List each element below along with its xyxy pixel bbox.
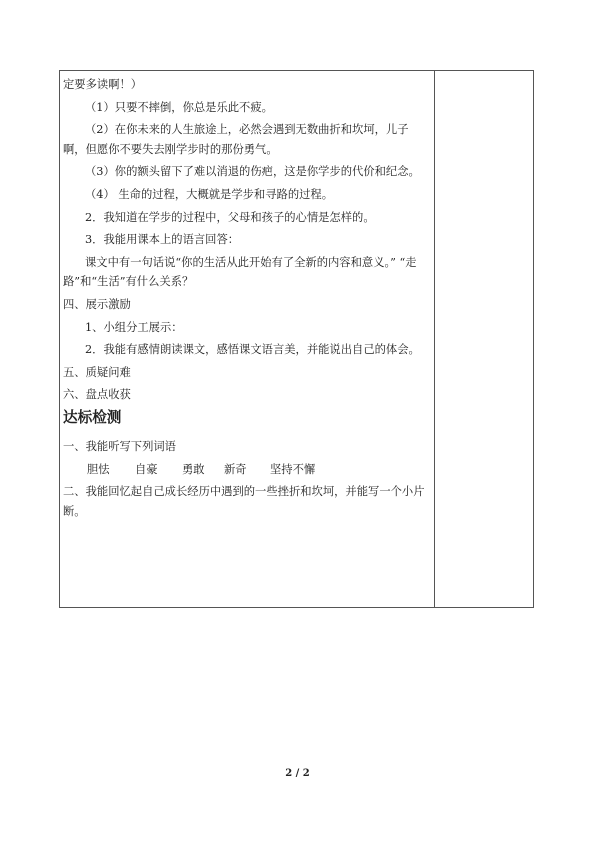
word-list	[63, 460, 429, 480]
text-line: （2）在你未来的人生旅途上，必然会遇到无数曲折和坎坷，儿子啊，但愿你不要失去刚学步时的那份勇气。	[63, 123, 409, 156]
text-line: 3．我能用课本上的语言回答：	[85, 233, 240, 247]
text-line: 2．我知道在学步的过程中，父母和孩子的心情是怎样的。	[85, 210, 375, 224]
text-line: 1、小组分工展示：	[85, 320, 183, 334]
section-heading: 四、展示激励	[63, 297, 131, 311]
section-heading: 五、质疑问难	[63, 365, 131, 379]
text-line: 课文中有一句话说“你的生活从此开始有了全新的内容和意义。” “走路”和“生活”有什么关系？	[63, 255, 417, 289]
question-2: 二、我能回忆起自己成长经历中遇到的一些挫折和坎坷，并能写一个小片断。	[63, 485, 425, 518]
word-item: 胆怯	[87, 462, 110, 476]
word-item: 新奇	[224, 462, 247, 476]
column-divider	[434, 71, 435, 607]
word-item: 坚持不懈	[270, 462, 316, 476]
text-line: 2．我能有感情朗读课文，感悟课文语言美，并能说出自己的体会。	[85, 343, 420, 357]
question-1: 一、我能听写下列词语	[63, 439, 176, 453]
text-line: 定要多读啊！）	[63, 78, 143, 91]
text-line: （4） 生命的过程，大概就是学步和寻路的过程。	[85, 187, 334, 201]
word-item: 自豪	[135, 462, 158, 476]
text-line: （3）你的额头留下了难以消退的伤疤，这是你学步的代价和纪念。	[85, 165, 420, 179]
check-heading: 达标检测	[63, 408, 122, 426]
content-table	[59, 70, 534, 608]
main-cell	[63, 75, 429, 524]
page-number: 2 / 2	[285, 768, 310, 779]
word-item: 勇敢	[182, 462, 205, 476]
section-heading: 六、盘点收获	[63, 388, 131, 402]
text-line: （1）只要不摔倒，你总是乐此不疲。	[85, 100, 273, 114]
